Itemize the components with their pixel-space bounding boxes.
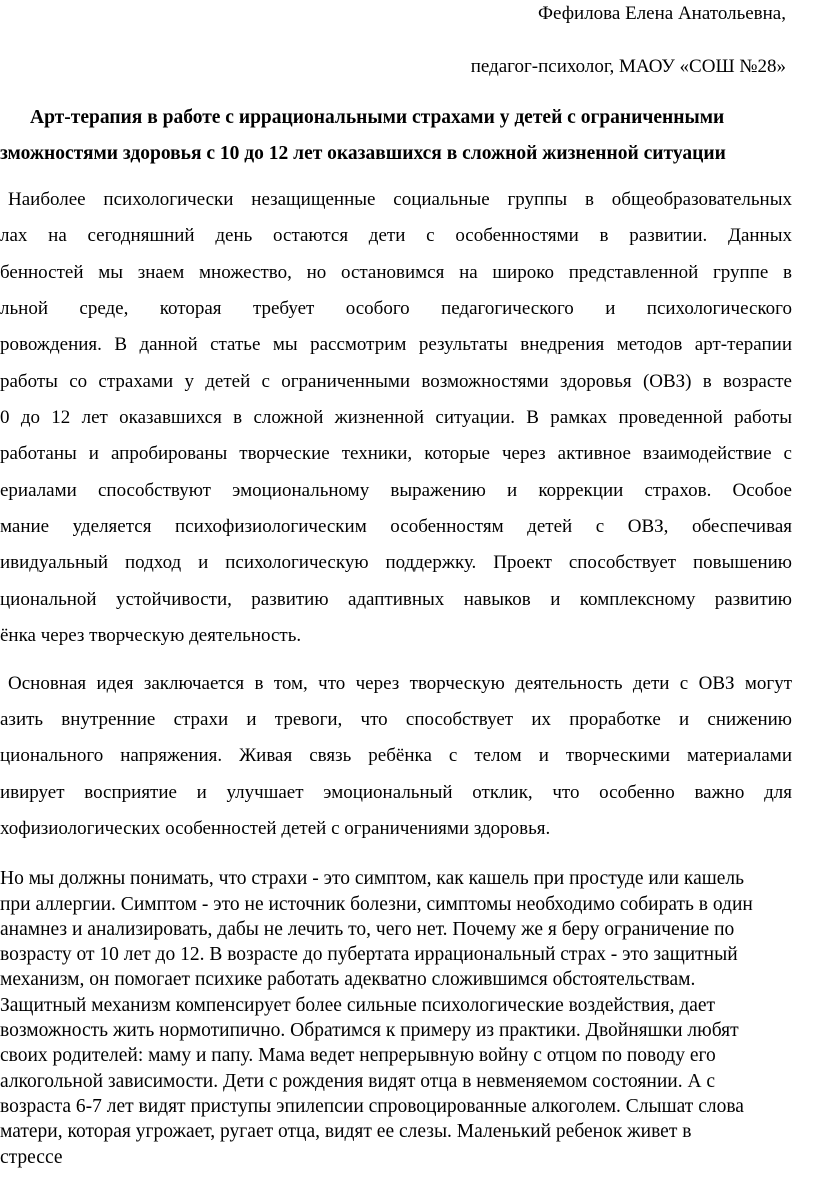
p3-line-11: матери, которая угрожает, ругает отца, видят ее слезы. Маленький ребенок живет в <box>0 1121 692 1142</box>
p1-line-7: 0 до 12 лет оказавшихся в сложной жизненной ситуации. В рамках проведенной работы <box>0 407 792 428</box>
p3-line-4: возрасту от 10 лет до 12. В возрасте до пубертата иррациональный страх - это защитный <box>0 944 738 965</box>
p1-line-13: ёнка через творческую деятельность. <box>0 625 302 646</box>
p1-line-8: работаны и апробированы творческие техники, которые через активное взаимодействие с <box>0 443 792 464</box>
p1-line-9: ериалами способствуют эмоциональному выражению и коррекции страхов. Особое <box>0 480 792 501</box>
title-line-2: зможностями здоровья с 10 до 12 лет оказавшихся в сложной жизненной ситуации <box>0 143 726 164</box>
p1-line-1: Наиболее психологически незащищенные социальные группы в общеобразовательных <box>8 189 792 210</box>
p1-line-10: мание уделяется психофизиологическим особенностям детей с ОВЗ, обеспечивая <box>0 516 792 537</box>
p2-line-3: циональнoго напряжения. Живая связь ребёнка с телом и творческими материалами <box>0 745 792 766</box>
p3-line-2: при аллергии. Симптом - это не источник болезни, симптомы необходимо собирать в один <box>0 894 753 915</box>
p1-line-3: бенностей мы знаем множество, но остановимся на широко представленной группе в <box>0 262 792 283</box>
p2-line-4: ивирует восприятие и улучшает эмоциональный отклик, что особенно важно для <box>0 782 792 803</box>
p3-line-10: возраста 6-7 лет видят приступы эпилепсии спровоцированные алкоголем. Слышат слова <box>0 1096 744 1117</box>
p2-line-1: Основная идея заключается в том, что через творческую деятельность дети с ОВЗ могут <box>8 673 792 694</box>
p3-line-9: алкогольной зависимости. Дети с рождения видят отца в невменяемом состоянии. А с <box>0 1071 716 1092</box>
p3-line-7: возможность жить нормотипично. Обратимся к примеру из практики. Двойняшки любят <box>0 1020 739 1041</box>
p1-line-6: работы со страхами у детей с ограниченными возможностями здоровья (ОВЗ) в возрасте <box>0 371 792 392</box>
p3-line-1: Но мы должны понимать, что страхи - это симптом, как кашель при простуде или кашель <box>0 868 745 889</box>
author-name: Фефилова Елена Анатольевна, <box>538 3 786 24</box>
p1-line-4: льной среде, которая требует особого педагогического и психологического <box>0 298 792 319</box>
p2-line-5: хофизиологических особенностей детей с ограничениями здоровья. <box>0 818 551 839</box>
p1-line-12: циональной устойчивости, развитию адаптивных навыков и комплексному развитию <box>0 589 792 610</box>
p3-line-3: анамнез и анализировать, дабы не лечить то, чего нет. Почему же я беру ограничение по <box>0 919 735 940</box>
author-position: педагог-психолог, МАОУ «СОШ №28» <box>470 56 786 77</box>
title-line-1: Арт-терапия в работе с иррациональными страхами у детей с ограниченными <box>30 107 725 128</box>
p1-line-2: лах на сегодняшний день остаются дети с особенностями в развитии. Данных <box>0 225 792 246</box>
p1-line-11: ивидуальный подход и психологическую поддержку. Проект способствует повышению <box>0 552 792 573</box>
p3-line-5: механизм, он помогает психике работать адекватно сложившимся обстоятельствам. <box>0 969 696 990</box>
p3-line-8: своих родителей: маму и папу. Мама ведет непрерывную войну с отцом по поводу его <box>0 1045 716 1066</box>
p1-line-5: ровождения. В данной статье мы рассмотрим результаты внедрения методов арт-терапии <box>0 334 792 355</box>
p3-line-6: Защитный механизм компенсирует более сильные психологические воздействия, дает <box>0 995 716 1016</box>
p2-line-2: азить внутренние страхи и тревоги, что способствует их проработке и снижению <box>0 709 792 730</box>
p3-line-12: стрессе <box>0 1147 63 1168</box>
